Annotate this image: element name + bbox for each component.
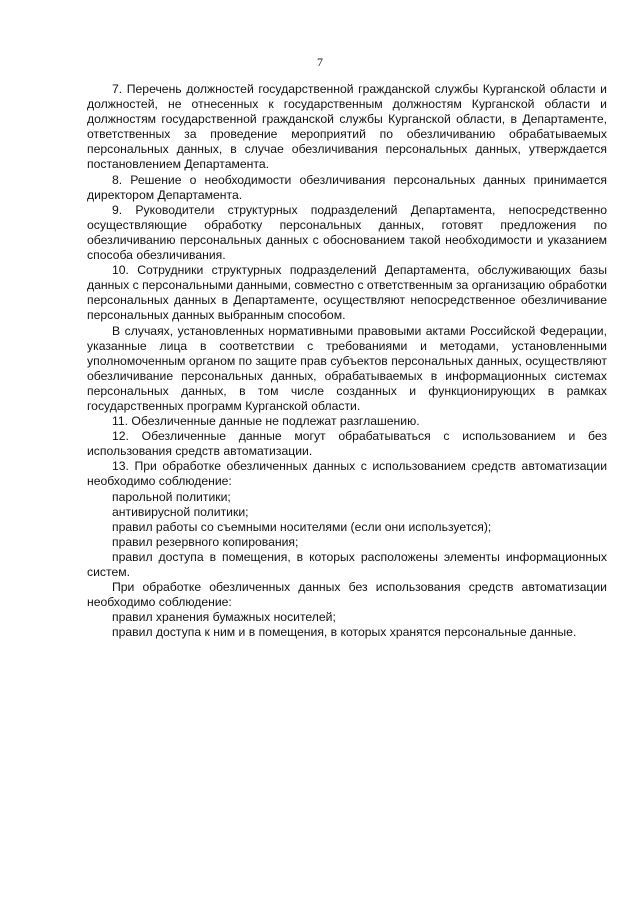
paragraph-10: 10. Сотрудники структурных подразделений Департамента, обслуживающих базы данных с персональными данными, совместно с ответственным за организацию обработки персональных данных в Департаменте, осуществляют непосредственное обезличивание персональных данных выбранным способом.: [87, 263, 607, 323]
page-number: 7: [317, 55, 323, 69]
list-item: правил хранения бумажных носителей;: [112, 610, 336, 625]
list-item: парольной политики;: [112, 489, 231, 504]
paragraph-manual-processing: При обработке обезличенных данных без использования средств автоматизации необходимо соблюдение:: [87, 580, 607, 610]
paragraph-11: 11. Обезличенные данные не подлежат разглашению.: [112, 414, 420, 429]
paragraph-13: 13. При обработке обезличенных данных с использованием средств автоматизации необходимо соблюдение:: [87, 459, 607, 489]
paragraph-8: 8. Решение о необходимости обезличивания персональных данных принимается директором Департамента.: [87, 172, 607, 202]
paragraph-9: 9. Руководители структурных подразделений Департамента, непосредственно осуществляющие обработку персональных данных, готовят предложения по обезличиванию персональных данных с обоснованием такой необходимости и указанием способа обезличивания.: [87, 202, 607, 263]
paragraph-7: 7. Перечень должностей государственной гражданской службы Курганской области и должностей, не отнесенных к государственным должностям Курганской области и должностям государственной гражданской службы Курганской области, в Департаменте, ответственных за проведение мероприятий по обезличиванию обрабатываемых персональных данных, в случае обезличивания персональных данных, утверждается постановлением Департамента.: [87, 82, 607, 172]
list-item: правил работы со съемными носителями (если они используется);: [112, 519, 492, 534]
paragraph-12: 12. Обезличенные данные могут обрабатываться с использованием и без использования средств автоматизации.: [87, 429, 607, 459]
document-body: [87, 82, 607, 640]
list-item: антивирусной политики;: [112, 504, 249, 519]
list-item: правил доступа к ним и в помещения, в которых хранятся персональные данные.: [112, 625, 577, 640]
paragraph-10-continued: В случаях, установленных нормативными правовыми актами Российской Федерации, указанные лица в соответствии с требованиями и методами, установленными уполномоченным органом по защите прав субъектов персональных данных, осуществляют обезличивание персональных данных, обрабатываемых в информационных системах персональных данных, в том числе созданных и функционирующих в рамках государственных программ Курганской области.: [87, 323, 607, 413]
list-item: правил доступа в помещения, в которых расположены элементы информационных систем.: [87, 549, 607, 579]
list-item: правил резервного копирования;: [112, 534, 299, 549]
